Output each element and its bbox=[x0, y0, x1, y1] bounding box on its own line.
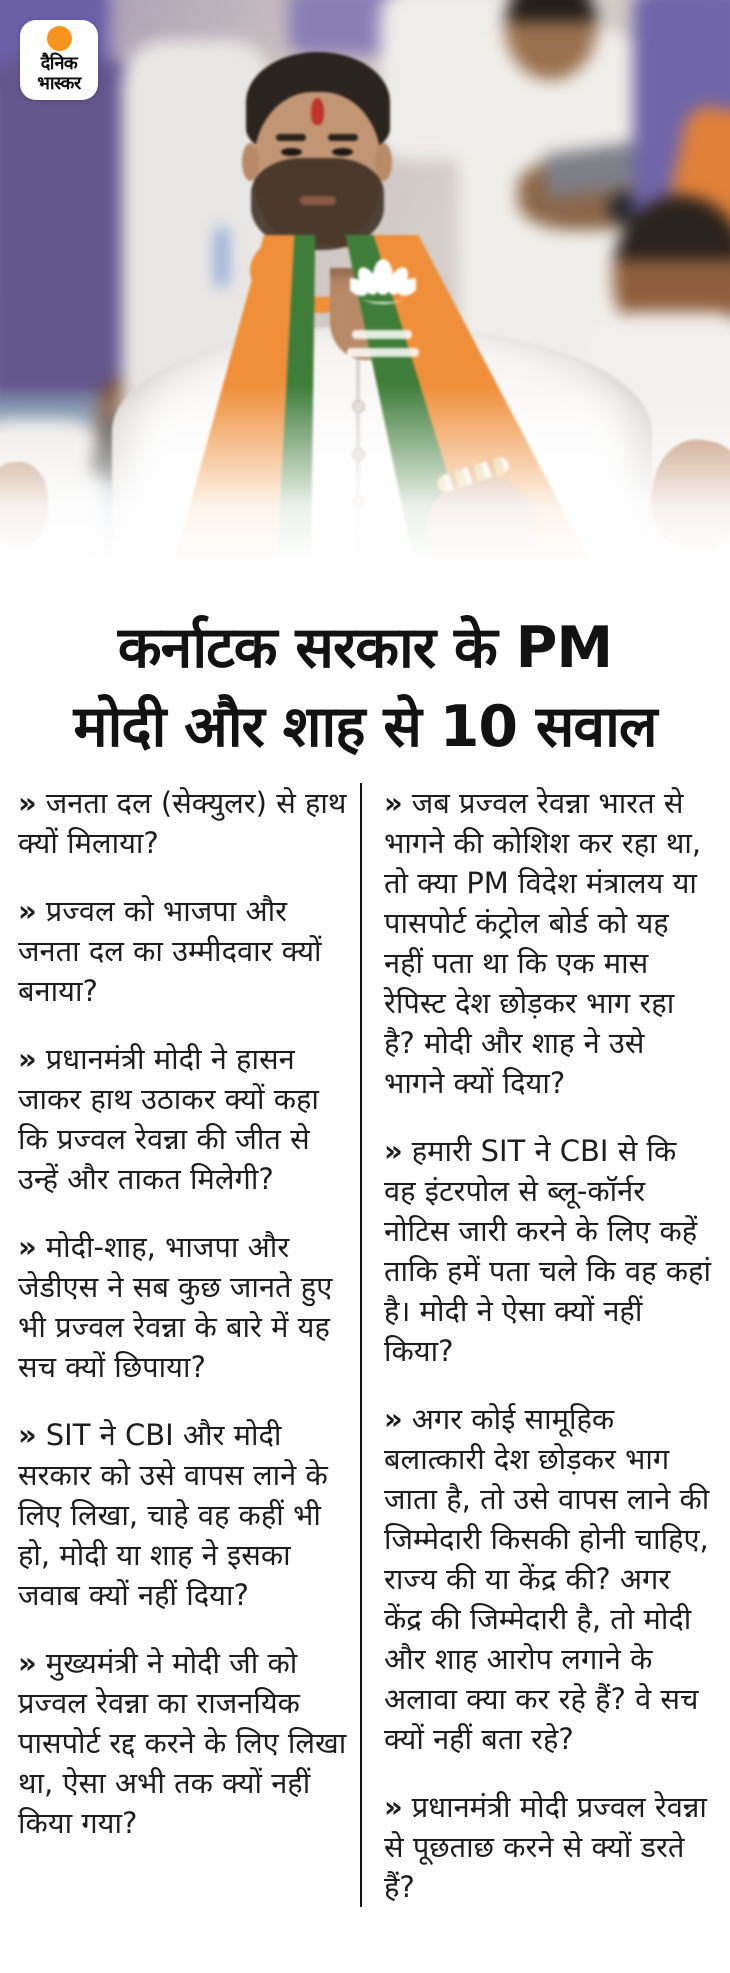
question-text: SIT ने CBI और मोदी सरकार को उसे वापस लाने के लिए लिखा, चाहे वह कहीं भी हो, मोदी या शाह ने इसका जवाब क्यों नहीं दिया? bbox=[18, 1418, 328, 1612]
lotus-icon bbox=[350, 255, 416, 307]
bullet-icon: » bbox=[384, 786, 403, 820]
logo-text-line2: भास्कर bbox=[37, 73, 81, 94]
dainik-bhaskar-logo bbox=[20, 20, 98, 100]
headline-line2: मोदी और शाह से 10 सवाल bbox=[73, 694, 657, 760]
lead-photo bbox=[0, 0, 730, 595]
logo-text-line1: दैनिक bbox=[40, 53, 78, 74]
logo-sun-icon bbox=[47, 26, 72, 51]
bullet-icon: » bbox=[384, 1134, 403, 1168]
question-text: मुख्यमंत्री ने मोदी जी को प्रज्वल रेवन्ना का राजनयिक पासपोर्ट रद्द करने के लिए लिखा था, ऐसा अभी तक क्यों नहीं किया गया? bbox=[18, 1646, 347, 1840]
bullet-icon: » bbox=[18, 894, 37, 928]
subject-eyebrow bbox=[328, 134, 358, 141]
bullet-icon: » bbox=[18, 1646, 37, 1680]
question-text: जब प्रज्वल रेवन्ना भारत से भागने की कोशिश कर रहा था, तो क्या PM विदेश मंत्रालय या पासपोर्ट कंट्रोल बोर्ड को यह नहीं पता था कि एक मास रेपिस्ट देश छोड़कर भाग रहा है? मोदी और शाह ने उसे भागने क्यों दिया? bbox=[384, 786, 702, 1100]
tilak-mark bbox=[311, 98, 324, 125]
question-item bbox=[18, 1415, 348, 1615]
question-text: मोदी-शाह, भाजपा और जेडीएस ने सब कुछ जानते हुए भी प्रज्वल रेवन्ना के बारे में यह सच क्यों छिपाया? bbox=[18, 1230, 333, 1384]
subject-ear bbox=[242, 143, 259, 181]
headline bbox=[0, 595, 730, 771]
question-text: प्रधानमंत्री मोदी ने हासन जाकर हाथ उठाकर क्यों कहा कि प्रज्वल रेवन्ना की जीत से उन्हें और ताकत मिलेगी? bbox=[18, 1042, 319, 1196]
subject-mouth bbox=[300, 196, 336, 205]
subject-eyebrow bbox=[276, 134, 306, 141]
photo-white-fade bbox=[0, 385, 730, 595]
question-item bbox=[18, 1227, 348, 1387]
subject-eye bbox=[281, 148, 302, 156]
bullet-icon: » bbox=[384, 1790, 403, 1824]
question-item bbox=[384, 1399, 712, 1759]
questions-right-column bbox=[362, 783, 712, 1907]
question-text: हमारी SIT ने CBI से कि वह इंटरपोल से ब्लू-कॉर्नर नोटिस जारी करने के लिए कहें ताकि हमें पता चले कि वह कहां है। मोदी ने ऐसा क्यों नहीं किया? bbox=[384, 1134, 711, 1368]
question-item bbox=[384, 1131, 712, 1371]
questions-section bbox=[0, 771, 730, 1907]
bullet-icon: » bbox=[18, 1418, 37, 1452]
bullet-icon: » bbox=[384, 1402, 403, 1436]
scarf-kannada-text-line bbox=[347, 348, 419, 357]
scarf-kannada-text-line bbox=[352, 330, 412, 339]
question-item bbox=[18, 891, 348, 1011]
subject-eye bbox=[332, 148, 353, 156]
question-text: अगर कोई सामूहिक बलात्कारी देश छोड़कर भाग जाता है, तो उसे वापस लाने की जिम्मेदारी किसकी होनी चाहिए, राज्य की या केंद्र की? अगर केंद्र की जिम्मेदारी है, तो मोदी और शाह आरोप लगाने के अलावा क्या कर रहे हैं? वे सच क्यों नहीं बता रहे? bbox=[384, 1402, 710, 1756]
question-text: जनता दल (सेक्युलर) से हाथ क्यों मिलाया? bbox=[18, 786, 347, 860]
bullet-icon: » bbox=[18, 786, 37, 820]
headline-line1: कर्नाटक सरकार के PM bbox=[117, 615, 613, 681]
questions-left-column bbox=[18, 783, 360, 1907]
subject-ear bbox=[375, 143, 392, 181]
question-item bbox=[384, 783, 712, 1103]
bullet-icon: » bbox=[18, 1230, 37, 1264]
question-item bbox=[18, 1039, 348, 1199]
question-item bbox=[18, 1643, 348, 1843]
question-text: प्रधानमंत्री मोदी प्रज्वल रेवन्ना से पूछताछ करने से क्यों डरते हैं? bbox=[384, 1790, 707, 1904]
question-text: प्रज्वल को भाजपा और जनता दल का उम्मीदवार क्यों बनाया? bbox=[18, 894, 322, 1008]
question-item bbox=[18, 783, 348, 863]
question-item bbox=[384, 1787, 712, 1907]
bullet-icon: » bbox=[18, 1042, 37, 1076]
